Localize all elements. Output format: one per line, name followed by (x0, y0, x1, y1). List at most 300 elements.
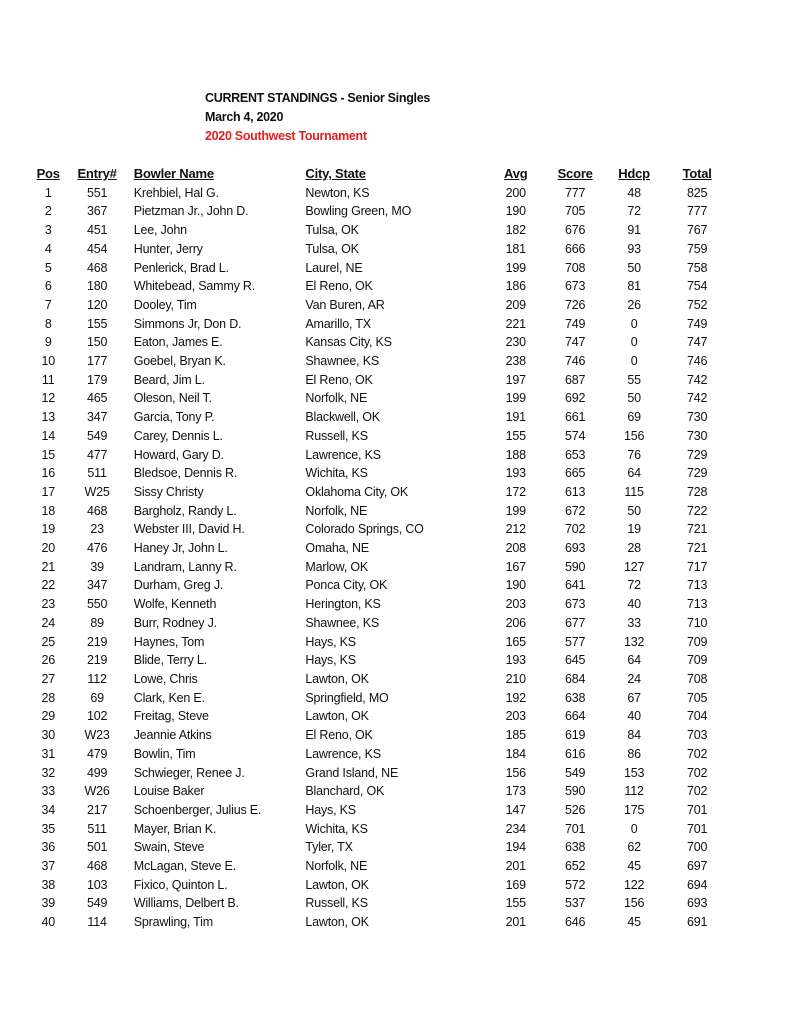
cell-bowler-name: Mayer, Brian K. (133, 821, 217, 836)
cell-bowler-name: Eaton, James E. (133, 335, 223, 350)
cell-avg: 197 (505, 372, 526, 387)
cell-bowler-name: Whitebead, Sammy R. (133, 279, 255, 294)
cell-bowler-name: Sissy Christy (133, 484, 204, 499)
cell-score: 645 (565, 653, 586, 668)
cell-entry: 511 (87, 466, 107, 481)
cell-entry: 367 (86, 204, 108, 219)
table-row (30, 520, 730, 539)
cell-pos: 7 (44, 297, 52, 312)
cell-hdcp: 156 (623, 428, 645, 443)
cell-total: 701 (687, 821, 708, 836)
cell-hdcp: 45 (627, 859, 641, 874)
cell-pos: 22 (41, 578, 55, 593)
cell-avg: 165 (505, 634, 526, 649)
cell-avg: 203 (505, 709, 526, 724)
cell-bowler-name: Howard, Gary D. (133, 447, 224, 462)
cell-city-state: Norfolk, NE (305, 391, 368, 406)
cell-entry: 219 (86, 653, 108, 668)
cell-avg: 201 (505, 915, 526, 930)
cell-total: 703 (687, 728, 708, 743)
cell-avg: 147 (505, 802, 526, 817)
header-avg: Avg (504, 166, 528, 181)
cell-entry: 180 (86, 279, 108, 294)
cell-pos: 33 (41, 784, 55, 799)
cell-entry: 549 (86, 896, 108, 911)
cell-total: 746 (687, 354, 708, 369)
cell-score: 638 (565, 690, 586, 705)
cell-hdcp: 91 (627, 223, 641, 238)
cell-pos: 6 (44, 279, 52, 294)
cell-city-state: Kansas City, KS (305, 335, 392, 350)
cell-avg: 212 (505, 522, 526, 537)
cell-bowler-name: Blide, Terry L. (133, 653, 207, 668)
cell-total: 729 (687, 466, 708, 481)
cell-hdcp: 81 (627, 279, 641, 294)
cell-avg: 234 (505, 821, 526, 836)
cell-avg: 200 (505, 185, 526, 200)
tournament-name: 2020 Southwest Tournament (205, 129, 367, 143)
cell-city-state: Wichita, KS (305, 466, 368, 481)
table-row (30, 389, 730, 408)
cell-score: 747 (565, 335, 586, 350)
cell-hdcp: 115 (624, 484, 644, 499)
table-row (30, 464, 730, 483)
cell-entry: 102 (86, 709, 108, 724)
cell-pos: 4 (44, 241, 52, 256)
cell-hdcp: 67 (627, 690, 641, 705)
cell-entry: 549 (86, 428, 108, 443)
cell-entry: 112 (87, 671, 107, 686)
cell-score: 537 (565, 896, 586, 911)
cell-bowler-name: Freitag, Steve (133, 709, 209, 724)
cell-entry: 468 (86, 503, 108, 518)
cell-total: 777 (687, 204, 708, 219)
cell-total: 754 (687, 279, 708, 294)
cell-score: 676 (565, 223, 586, 238)
header-entry: Entry# (77, 166, 117, 181)
cell-bowler-name: Burr, Rodney J. (133, 615, 217, 630)
cell-pos: 32 (41, 765, 55, 780)
cell-entry: 39 (90, 559, 104, 574)
cell-city-state: Oklahoma City, OK (305, 484, 409, 499)
cell-bowler-name: Pietzman Jr., John D. (133, 204, 249, 219)
cell-hdcp: 127 (623, 559, 645, 574)
cell-entry: 479 (86, 746, 108, 761)
table-row (30, 184, 730, 203)
cell-entry: 23 (90, 522, 104, 537)
cell-hdcp: 175 (623, 802, 645, 817)
cell-score: 572 (565, 877, 586, 892)
cell-avg: 230 (505, 335, 526, 350)
table-row (30, 633, 730, 652)
cell-city-state: El Reno, OK (305, 372, 373, 387)
cell-city-state: Springfield, MO (305, 690, 389, 705)
cell-entry: 550 (86, 597, 108, 612)
table-row (30, 202, 730, 221)
cell-avg: 194 (505, 840, 526, 855)
cell-city-state: Lawton, OK (305, 915, 369, 930)
cell-city-state: Tulsa, OK (305, 223, 359, 238)
table-row (30, 277, 730, 296)
cell-total: 693 (687, 896, 708, 911)
table-row (30, 446, 730, 465)
cell-city-state: Russell, KS (305, 896, 368, 911)
cell-hdcp: 50 (627, 391, 641, 406)
cell-city-state: Lawton, OK (305, 671, 369, 686)
cell-score: 574 (565, 428, 586, 443)
cell-total: 722 (687, 503, 708, 518)
cell-pos: 12 (41, 391, 55, 406)
table-row (30, 801, 730, 820)
cell-pos: 26 (41, 653, 55, 668)
cell-entry: 477 (86, 447, 108, 462)
cell-total: 747 (687, 335, 708, 350)
cell-score: 673 (565, 597, 586, 612)
cell-entry: 451 (86, 223, 108, 238)
cell-entry: 177 (86, 354, 108, 369)
cell-hdcp: 26 (627, 297, 641, 312)
table-row (30, 502, 730, 521)
standings-title: CURRENT STANDINGS - Senior Singles (205, 91, 431, 105)
cell-entry: 89 (90, 615, 104, 630)
table-row (30, 558, 730, 577)
cell-total: 758 (687, 260, 708, 275)
cell-avg: 208 (505, 541, 526, 556)
cell-entry: 468 (86, 859, 108, 874)
cell-score: 664 (565, 709, 586, 724)
cell-city-state: Lawton, OK (305, 877, 369, 892)
cell-total: 708 (687, 671, 708, 686)
cell-total: 742 (687, 391, 708, 406)
cell-hdcp: 0 (630, 316, 638, 331)
cell-score: 665 (565, 466, 586, 481)
cell-avg: 188 (505, 447, 526, 462)
cell-city-state: Amarillo, TX (305, 316, 371, 331)
cell-score: 749 (565, 316, 586, 331)
cell-avg: 181 (505, 241, 526, 256)
cell-bowler-name: Schoenberger, Julius E. (133, 802, 262, 817)
cell-entry: 454 (86, 241, 108, 256)
cell-bowler-name: Lee, John (133, 223, 187, 238)
cell-pos: 40 (41, 915, 55, 930)
cell-score: 726 (565, 297, 586, 312)
cell-hdcp: 50 (627, 503, 641, 518)
cell-bowler-name: Penlerick, Brad L. (133, 260, 229, 275)
cell-score: 641 (565, 578, 586, 593)
cell-bowler-name: Swain, Steve (133, 840, 205, 855)
cell-pos: 1 (44, 185, 52, 200)
cell-hdcp: 93 (627, 241, 641, 256)
cell-city-state: Lawton, OK (305, 709, 369, 724)
cell-pos: 34 (41, 802, 55, 817)
cell-city-state: Shawnee, KS (305, 354, 379, 369)
cell-city-state: Laurel, NE (305, 260, 363, 275)
cell-avg: 206 (505, 615, 526, 630)
cell-score: 687 (565, 372, 586, 387)
cell-entry: 120 (86, 297, 108, 312)
standings-date: March 4, 2020 (205, 110, 284, 124)
cell-bowler-name: Durham, Greg J. (133, 578, 224, 593)
table-row (30, 296, 730, 315)
cell-pos: 21 (41, 559, 55, 574)
cell-avg: 193 (505, 466, 526, 481)
cell-pos: 36 (41, 840, 55, 855)
cell-score: 646 (565, 915, 586, 930)
cell-hdcp: 76 (627, 447, 641, 462)
cell-bowler-name: Dooley, Tim (133, 297, 197, 312)
cell-entry: 179 (86, 372, 108, 387)
cell-score: 692 (565, 391, 586, 406)
cell-hdcp: 28 (627, 541, 641, 556)
cell-bowler-name: Hunter, Jerry (133, 241, 203, 256)
cell-city-state: Tulsa, OK (305, 241, 359, 256)
table-row (30, 745, 730, 764)
cell-total: 759 (687, 241, 708, 256)
cell-pos: 29 (41, 709, 55, 724)
cell-score: 577 (565, 634, 586, 649)
cell-bowler-name: Bledsoe, Dennis R. (133, 466, 238, 481)
cell-entry: 347 (86, 410, 108, 425)
cell-bowler-name: Haney Jr, John L. (133, 541, 228, 556)
cell-pos: 8 (44, 316, 52, 331)
cell-avg: 193 (505, 653, 526, 668)
cell-avg: 199 (505, 391, 526, 406)
cell-pos: 39 (41, 896, 55, 911)
cell-city-state: Russell, KS (305, 428, 368, 443)
table-row (30, 576, 730, 595)
cell-city-state: Norfolk, NE (305, 503, 368, 518)
cell-bowler-name: Sprawling, Tim (133, 915, 213, 930)
cell-pos: 13 (41, 410, 55, 425)
cell-score: 673 (565, 279, 586, 294)
cell-hdcp: 0 (630, 821, 638, 836)
cell-avg: 221 (505, 316, 526, 331)
cell-entry: 511 (87, 821, 107, 836)
table-row (30, 352, 730, 371)
cell-avg: 199 (505, 503, 526, 518)
table-row (30, 726, 730, 745)
cell-hdcp: 24 (627, 671, 641, 686)
cell-pos: 14 (41, 428, 55, 443)
cell-city-state: Colorado Springs, CO (305, 522, 424, 537)
cell-pos: 20 (41, 541, 55, 556)
cell-avg: 155 (505, 428, 526, 443)
cell-total: 701 (687, 802, 708, 817)
cell-entry: W26 (84, 784, 110, 799)
cell-bowler-name: Lowe, Chris (133, 671, 198, 686)
cell-hdcp: 72 (627, 204, 641, 219)
cell-score: 616 (565, 746, 586, 761)
cell-total: 705 (687, 690, 708, 705)
cell-total: 694 (687, 877, 708, 892)
cell-avg: 185 (505, 728, 526, 743)
cell-entry: 465 (86, 391, 108, 406)
cell-entry: 219 (86, 634, 108, 649)
cell-score: 701 (565, 821, 586, 836)
cell-pos: 30 (41, 728, 55, 743)
table-row (30, 764, 730, 783)
cell-bowler-name: Oleson, Neil T. (133, 391, 212, 406)
cell-total: 709 (687, 653, 708, 668)
cell-total: 752 (687, 297, 708, 312)
cell-total: 749 (687, 316, 708, 331)
header-bowler-name: Bowler Name (133, 166, 214, 181)
cell-bowler-name: Louise Baker (133, 784, 205, 799)
cell-score: 702 (565, 522, 586, 537)
cell-avg: 156 (505, 765, 526, 780)
cell-pos: 18 (41, 503, 55, 518)
table-row (30, 838, 730, 857)
cell-avg: 182 (505, 223, 526, 238)
cell-entry: 155 (86, 316, 108, 331)
cell-pos: 3 (44, 223, 52, 238)
cell-city-state: Marlow, OK (305, 559, 369, 574)
cell-avg: 209 (505, 297, 526, 312)
header-score: Score (557, 166, 593, 181)
cell-hdcp: 86 (627, 746, 641, 761)
cell-avg: 167 (505, 559, 526, 574)
table-row (30, 782, 730, 801)
standings-body (30, 184, 730, 932)
cell-hdcp: 72 (627, 578, 641, 593)
cell-total: 767 (687, 223, 708, 238)
cell-pos: 28 (41, 690, 55, 705)
cell-bowler-name: Garcia, Tony P. (133, 410, 215, 425)
cell-total: 713 (687, 597, 708, 612)
cell-bowler-name: Krehbiel, Hal G. (133, 185, 219, 200)
table-row (30, 221, 730, 240)
cell-score: 746 (565, 354, 586, 369)
cell-hdcp: 153 (623, 765, 645, 780)
table-row (30, 913, 730, 932)
cell-total: 702 (687, 765, 708, 780)
cell-avg: 199 (505, 260, 526, 275)
cell-pos: 35 (41, 821, 55, 836)
cell-score: 661 (565, 410, 586, 425)
cell-total: 742 (687, 372, 708, 387)
cell-entry: W25 (84, 484, 110, 499)
table-row (30, 408, 730, 427)
cell-hdcp: 62 (627, 840, 641, 855)
cell-total: 700 (687, 840, 708, 855)
cell-hdcp: 40 (627, 709, 641, 724)
cell-bowler-name: Beard, Jim L. (133, 372, 205, 387)
cell-city-state: Newton, KS (305, 185, 370, 200)
cell-avg: 172 (505, 484, 526, 499)
table-row (30, 483, 730, 502)
cell-bowler-name: Haynes, Tom (133, 634, 205, 649)
cell-avg: 191 (505, 410, 526, 425)
cell-pos: 16 (41, 466, 55, 481)
cell-entry: 551 (86, 185, 108, 200)
cell-pos: 2 (44, 204, 52, 219)
cell-pos: 37 (41, 859, 55, 874)
cell-city-state: Norfolk, NE (305, 859, 368, 874)
cell-bowler-name: Simmons Jr, Don D. (133, 316, 242, 331)
cell-entry: 347 (86, 578, 108, 593)
cell-score: 684 (565, 671, 586, 686)
cell-score: 652 (565, 859, 586, 874)
table-row (30, 333, 730, 352)
cell-entry: 468 (86, 260, 108, 275)
cell-score: 672 (565, 503, 586, 518)
cell-pos: 27 (41, 671, 55, 686)
cell-hdcp: 112 (624, 784, 644, 799)
cell-entry: 217 (86, 802, 108, 817)
cell-avg: 184 (505, 746, 526, 761)
table-row (30, 820, 730, 839)
cell-total: 702 (687, 784, 708, 799)
cell-avg: 173 (505, 784, 526, 799)
cell-hdcp: 0 (630, 335, 638, 350)
cell-city-state: Omaha, NE (305, 541, 369, 556)
cell-hdcp: 156 (623, 896, 645, 911)
cell-hdcp: 122 (623, 877, 645, 892)
cell-hdcp: 40 (627, 597, 641, 612)
cell-hdcp: 0 (630, 354, 638, 369)
table-header-row (30, 165, 730, 184)
table-row (30, 894, 730, 913)
cell-pos: 38 (41, 877, 55, 892)
table-row (30, 315, 730, 334)
cell-total: 713 (687, 578, 708, 593)
cell-city-state: Tyler, TX (305, 840, 353, 855)
table-row (30, 651, 730, 670)
cell-pos: 15 (41, 447, 55, 462)
cell-score: 705 (565, 204, 586, 219)
cell-entry: 103 (86, 877, 108, 892)
cell-pos: 5 (44, 260, 52, 275)
cell-hdcp: 132 (623, 634, 645, 649)
cell-entry: W23 (84, 728, 110, 743)
cell-hdcp: 84 (627, 728, 641, 743)
cell-bowler-name: Fixico, Quinton L. (133, 877, 228, 892)
cell-bowler-name: Clark, Ken E. (133, 690, 205, 705)
table-row (30, 539, 730, 558)
cell-bowler-name: Bowlin, Tim (133, 746, 196, 761)
header-total: Total (682, 166, 712, 181)
cell-city-state: Shawnee, KS (305, 615, 379, 630)
cell-bowler-name: McLagan, Steve E. (133, 859, 236, 874)
cell-bowler-name: Goebel, Bryan K. (133, 354, 226, 369)
cell-score: 653 (565, 447, 586, 462)
cell-score: 613 (565, 484, 586, 499)
cell-hdcp: 45 (627, 915, 641, 930)
cell-hdcp: 19 (627, 522, 641, 537)
cell-score: 619 (565, 728, 586, 743)
cell-entry: 476 (86, 541, 108, 556)
cell-score: 526 (565, 802, 586, 817)
cell-total: 697 (687, 859, 708, 874)
cell-avg: 201 (505, 859, 526, 874)
cell-total: 728 (687, 484, 708, 499)
cell-hdcp: 50 (627, 260, 641, 275)
cell-entry: 114 (87, 915, 107, 930)
cell-total: 710 (687, 615, 708, 630)
standings-table (30, 165, 730, 932)
cell-pos: 19 (41, 522, 55, 537)
table-row (30, 259, 730, 278)
cell-total: 709 (687, 634, 708, 649)
document-heading (205, 89, 430, 146)
table-row (30, 857, 730, 876)
table-row (30, 614, 730, 633)
cell-pos: 23 (41, 597, 55, 612)
table-row (30, 427, 730, 446)
cell-entry: 69 (90, 690, 104, 705)
cell-total: 721 (687, 522, 708, 537)
cell-score: 677 (565, 615, 586, 630)
